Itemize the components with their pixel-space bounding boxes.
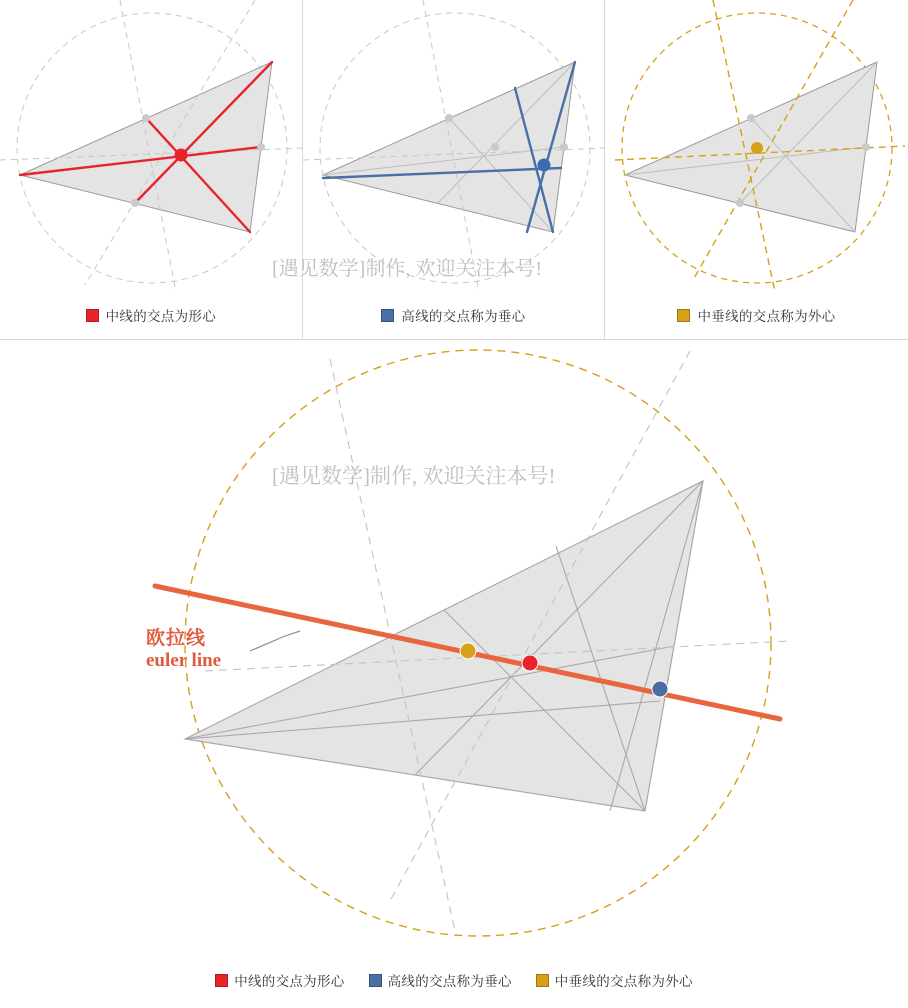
circumcenter-figure bbox=[605, 0, 908, 292]
main-legend-item-circumcenter bbox=[536, 970, 693, 990]
legend-swatch-centroid-main bbox=[215, 974, 228, 987]
euler-line-main-figure bbox=[0, 341, 908, 941]
main-legend-item-centroid bbox=[215, 970, 344, 990]
legend-swatch-orthocenter bbox=[381, 309, 394, 322]
main-legend-label-orthocenter: 高线的交点称为垂心 bbox=[387, 974, 512, 989]
panel-orthocenter-caption bbox=[303, 295, 605, 335]
panel-centroid-caption bbox=[0, 295, 302, 335]
main-legend-label-centroid: 中线的交点为形心 bbox=[234, 974, 345, 989]
centroid-figure bbox=[0, 0, 302, 292]
main-legend bbox=[0, 965, 908, 995]
euler-line-label-cn: 欧拉线 bbox=[146, 628, 207, 649]
panel-centroid bbox=[0, 0, 303, 340]
panel-circumcenter-label: 中垂线的交点称为外心 bbox=[697, 309, 836, 324]
panel-centroid-label: 中线的交点为形心 bbox=[105, 309, 216, 324]
panel-circumcenter-caption bbox=[605, 295, 908, 335]
main-legend-item-orthocenter bbox=[369, 970, 512, 990]
top-panel-row bbox=[0, 0, 908, 340]
panel-orthocenter bbox=[303, 0, 606, 340]
watermark-main: [遇见数学]制作, 欢迎关注本号! bbox=[272, 464, 556, 488]
legend-swatch-circumcenter bbox=[677, 309, 690, 322]
legend-swatch-circumcenter-main bbox=[536, 974, 549, 987]
legend-swatch-centroid bbox=[86, 309, 99, 322]
orthocenter-figure bbox=[303, 0, 605, 292]
euler-line-label-en: euler line bbox=[146, 649, 222, 671]
panel-orthocenter-label: 高线的交点称为垂心 bbox=[401, 309, 526, 324]
watermark-top: [遇见数学]制作, 欢迎关注本号! bbox=[272, 258, 542, 280]
legend-swatch-orthocenter-main bbox=[369, 974, 382, 987]
main-legend-label-circumcenter: 中垂线的交点称为外心 bbox=[554, 974, 693, 989]
euler-line-label bbox=[146, 628, 221, 672]
panel-circumcenter bbox=[605, 0, 908, 340]
